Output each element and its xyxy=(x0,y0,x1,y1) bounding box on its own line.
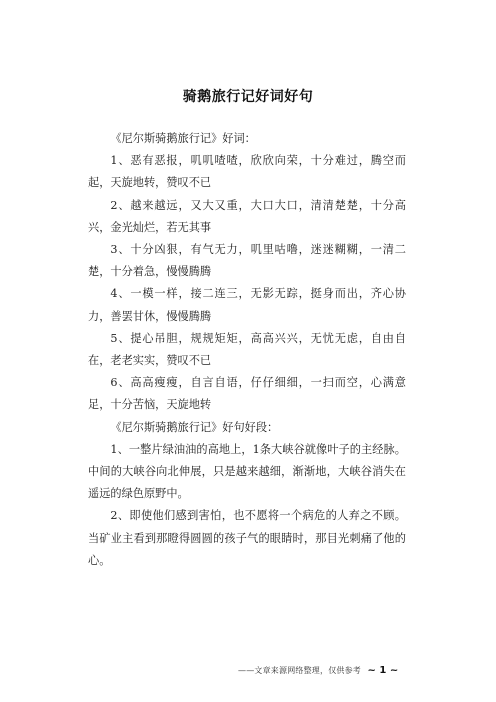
word-list-item: 4、一模一样，接二连三，无影无踪，挺身而出，齐心协力，善罢甘休，慢慢腾腾 xyxy=(88,287,406,323)
word-list-item: 2、越来越远，又大又重，大口大口，清清楚楚，十分高兴，金光灿烂，若无其事 xyxy=(88,198,406,234)
word-list-item: 1、恶有恶报，叽叽喳喳，欣欣向荣，十分难过，腾空而起，天旋地转，赞叹不已 xyxy=(88,154,406,190)
sentence-paragraph: 2、即使他们感到害怕，也不愿将一个病危的人弃之不顾。当矿业主看到那瞪得圆圆的孩子气的眼睛时，那目光刺痛了他的心。 xyxy=(88,509,406,567)
footer-source-note: ——文章来源网络整理，仅供参考 xyxy=(238,666,361,675)
section-heading-sentences: 《尼尔斯骑鹅旅行记》好句好段： xyxy=(110,420,279,434)
word-list-item: 6、高高瘦瘦，自言自语，仔仔细细，一扫而空，心满意足，十分苦恼，天旋地转 xyxy=(88,376,406,412)
word-list-item: 5、提心吊胆，规规矩矩，高高兴兴，无忧无虑，自由自在，老老实实，赞叹不已 xyxy=(88,331,406,368)
document-body xyxy=(88,128,406,572)
document-title: 骑鹅旅行记好词好句 xyxy=(182,89,314,105)
page-footer xyxy=(238,665,398,676)
word-list-item: 3、十分凶狠，有气无力，叽里咕噜，迷迷糊糊，一清二楚，十分着急，慢慢腾腾 xyxy=(88,243,406,279)
page-number: ~ 1 ~ xyxy=(367,665,399,676)
section-heading-words: 《尼尔斯骑鹅旅行记》好词： xyxy=(110,132,256,145)
sentence-paragraph: 1、一整片绿油油的高地上，1条大峡谷就像叶子的主经脉。中间的大峡谷向北伸展，只是越来越细，渐渐地，大峡谷消失在遥远的绿色原野中。 xyxy=(88,442,406,501)
